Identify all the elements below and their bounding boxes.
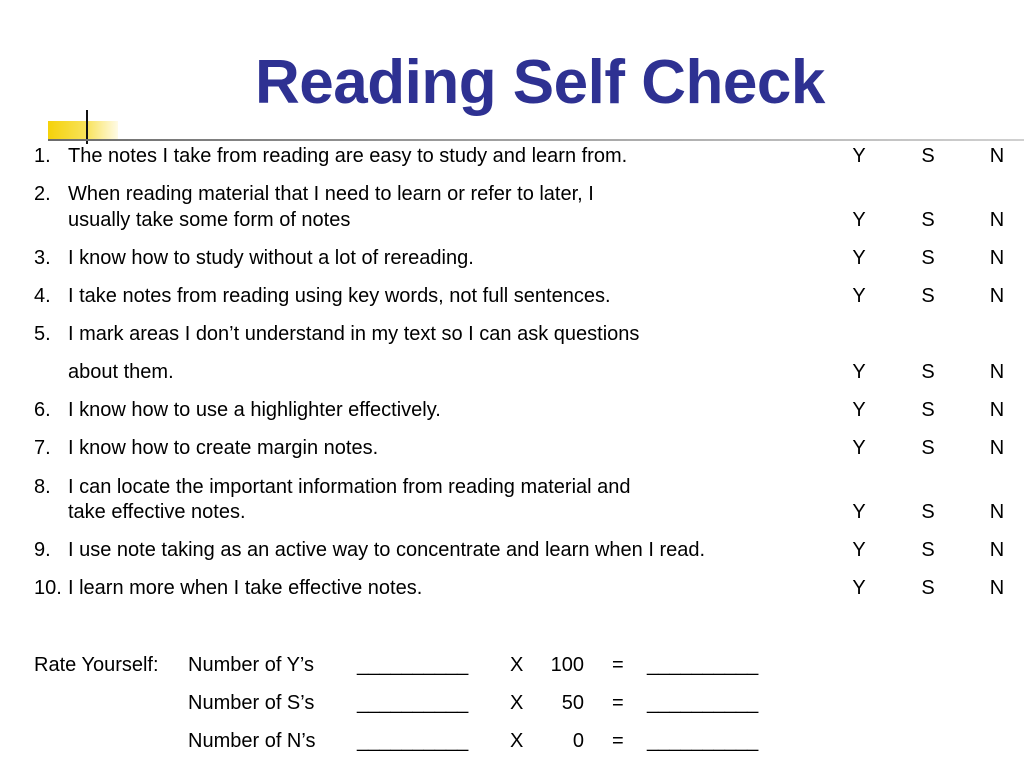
answer-no[interactable]: N: [989, 501, 1005, 523]
answer-no[interactable]: N: [989, 361, 1005, 383]
answer-no[interactable]: N: [989, 577, 1005, 599]
item-text: I mark areas I don’t understand in my text so I can ask questions: [68, 323, 640, 345]
item-text: about them.: [68, 361, 174, 383]
item-text: I learn more when I take effective notes.: [68, 577, 423, 599]
answer-yes[interactable]: Y: [852, 247, 866, 269]
answer-yes[interactable]: Y: [852, 145, 866, 167]
item-text: take effective notes.: [68, 501, 246, 523]
multiplier-value: 0: [572, 730, 584, 752]
item-number: 4.: [34, 285, 51, 307]
item-number: 2.: [34, 183, 51, 205]
item-text: When reading material that I need to learn or refer to later, I: [68, 183, 594, 205]
count-blank-n[interactable]: __________: [357, 730, 469, 752]
item-number: 3.: [34, 247, 51, 269]
answer-yes[interactable]: Y: [852, 501, 866, 523]
item-text: The notes I take from reading are easy to study and learn from.: [68, 145, 628, 167]
count-label-n: Number of N’s: [188, 730, 316, 752]
multiplier-value: 50: [561, 692, 584, 714]
count-label-y: Number of Y’s: [188, 654, 314, 676]
multiplier-value: 100: [550, 654, 584, 676]
answer-sometimes[interactable]: S: [921, 285, 935, 307]
answer-yes[interactable]: Y: [852, 437, 866, 459]
item-number: 7.: [34, 437, 51, 459]
answer-sometimes[interactable]: S: [921, 247, 935, 269]
equals-sign: =: [612, 730, 624, 752]
answer-sometimes[interactable]: S: [921, 539, 935, 561]
count-label-s: Number of S’s: [188, 692, 315, 714]
item-number: 8.: [34, 476, 51, 498]
title-underline-divider: [48, 139, 1024, 141]
answer-no[interactable]: N: [989, 539, 1005, 561]
answer-yes[interactable]: Y: [852, 539, 866, 561]
equals-sign: =: [612, 654, 624, 676]
item-number: 1.: [34, 145, 51, 167]
answer-sometimes[interactable]: S: [921, 361, 935, 383]
answer-yes[interactable]: Y: [852, 399, 866, 421]
result-blank-s[interactable]: __________: [647, 692, 759, 714]
multiply-sign: X: [510, 654, 524, 676]
answer-sometimes[interactable]: S: [921, 399, 935, 421]
answer-sometimes[interactable]: S: [921, 501, 935, 523]
count-blank-s[interactable]: __________: [357, 692, 469, 714]
answer-no[interactable]: N: [989, 437, 1005, 459]
result-blank-y[interactable]: __________: [647, 654, 759, 676]
answer-no[interactable]: N: [989, 399, 1005, 421]
item-number: 10.: [34, 577, 62, 599]
answer-no[interactable]: N: [989, 285, 1005, 307]
count-blank-y[interactable]: __________: [357, 654, 469, 676]
answer-sometimes[interactable]: S: [921, 145, 935, 167]
item-text: I use note taking as an active way to concentrate and learn when I read.: [68, 539, 706, 561]
answer-no[interactable]: N: [989, 145, 1005, 167]
decorative-yellow-bar: [48, 121, 118, 139]
item-text: I know how to create margin notes.: [68, 437, 379, 459]
page-title: Reading Self Check: [255, 48, 825, 117]
answer-yes[interactable]: Y: [852, 577, 866, 599]
answer-sometimes[interactable]: S: [921, 577, 935, 599]
answer-yes[interactable]: Y: [852, 209, 866, 231]
equals-sign: =: [612, 692, 624, 714]
item-number: 5.: [34, 323, 51, 345]
answer-no[interactable]: N: [989, 209, 1005, 231]
answer-sometimes[interactable]: S: [921, 209, 935, 231]
item-text: I know how to use a highlighter effectively.: [68, 399, 441, 421]
answer-no[interactable]: N: [989, 247, 1005, 269]
item-number: 6.: [34, 399, 51, 421]
item-text: I take notes from reading using key words, not full sentences.: [68, 285, 611, 307]
answer-yes[interactable]: Y: [852, 285, 866, 307]
item-text: I know how to study without a lot of rereading.: [68, 247, 474, 269]
answer-sometimes[interactable]: S: [921, 437, 935, 459]
item-text: usually take some form of notes: [68, 209, 351, 231]
rate-yourself-label: Rate Yourself:: [34, 654, 159, 676]
item-number: 9.: [34, 539, 51, 561]
multiply-sign: X: [510, 692, 524, 714]
result-blank-n[interactable]: __________: [647, 730, 759, 752]
item-text: I can locate the important information from reading material and: [68, 476, 631, 498]
answer-yes[interactable]: Y: [852, 361, 866, 383]
multiply-sign: X: [510, 730, 524, 752]
